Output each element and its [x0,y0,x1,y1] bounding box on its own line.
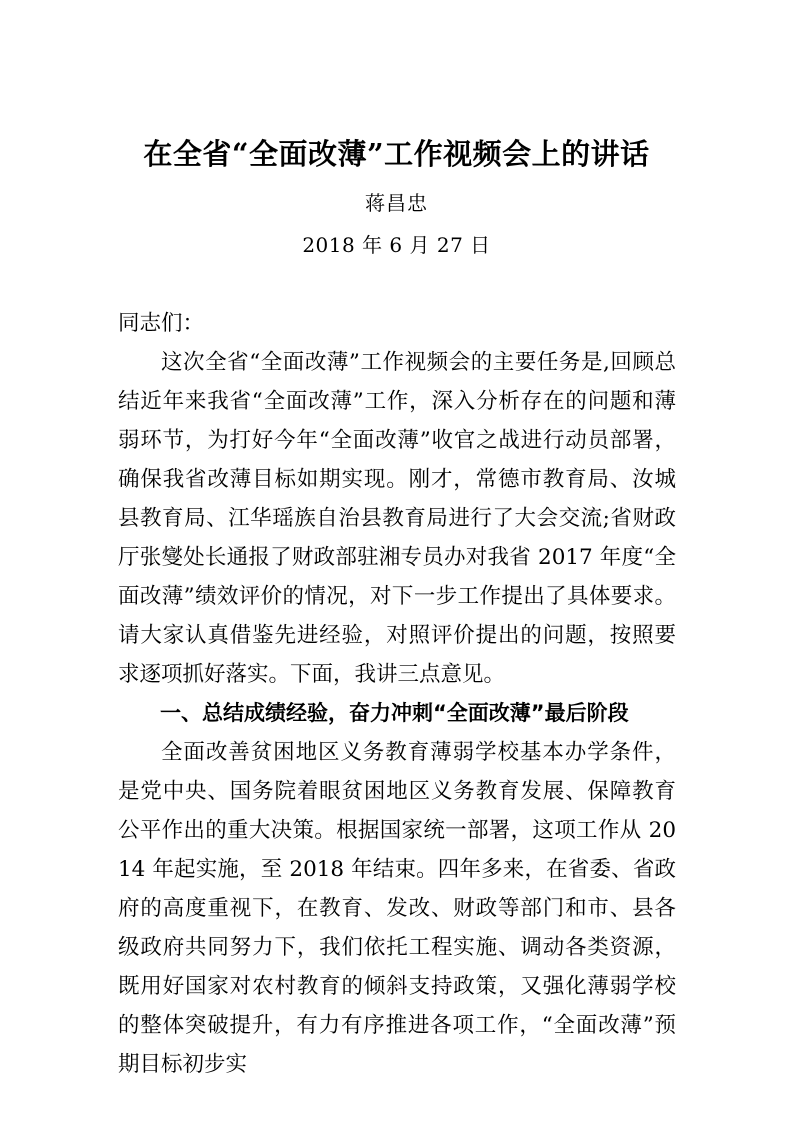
salutation-line: 同志们： [118,311,205,336]
section-heading: 一、总结成绩经验，奋力冲刺“全面改薄”最后阶段 [160,701,629,725]
document-author: 蒋昌忠 [365,191,428,215]
body-paragraph: 全面改善贫困地区义务教育薄弱学校基本办学条件，是党中央、国务院着眼贫困地区义务教育发展、保障教育公平作出的重大决策。根据国家统一部署，这项工作从 2014 年起实施，至 2018 年结束。四年多来，在省委、省政府的高度重视下，在教育、发改、财政等部门和市、县各级政府共同努力下，我们依托工程实施、调动各类资源，既用好国家对农村教育的倾斜支持政策，又强化薄弱学校的整体突破提升，有力有序推进各项工作，“全面改薄”预期目标初步实 [118,740,676,1077]
body-paragraph: 这次全省“全面改薄”工作视频会的主要任务是,回顾总结近年来我省“全面改薄”工作，深入分析存在的问题和薄弱环节，为打好今年“全面改薄”收官之战进行动员部署，确保我省改薄目标如期实现。刚才，常德市教育局、汝城县教育局、江华瑶族自治县教育局进行了大会交流;省财政厅张燮处长通报了财政部驻湘专员办对我省 2017 年度“全面改薄”绩效评价的情况，对下一步工作提出了具体要求。请大家认真借鉴先进经验，对照评价提出的问题，按照要求逐项抓好落实。下面，我讲三点意见。 [118,350,676,687]
document-date: 2018 年 6 月 27 日 [302,233,491,257]
page-title: 在全省“全面改薄”工作视频会上的讲话 [143,137,650,171]
document-body [118,304,676,1084]
